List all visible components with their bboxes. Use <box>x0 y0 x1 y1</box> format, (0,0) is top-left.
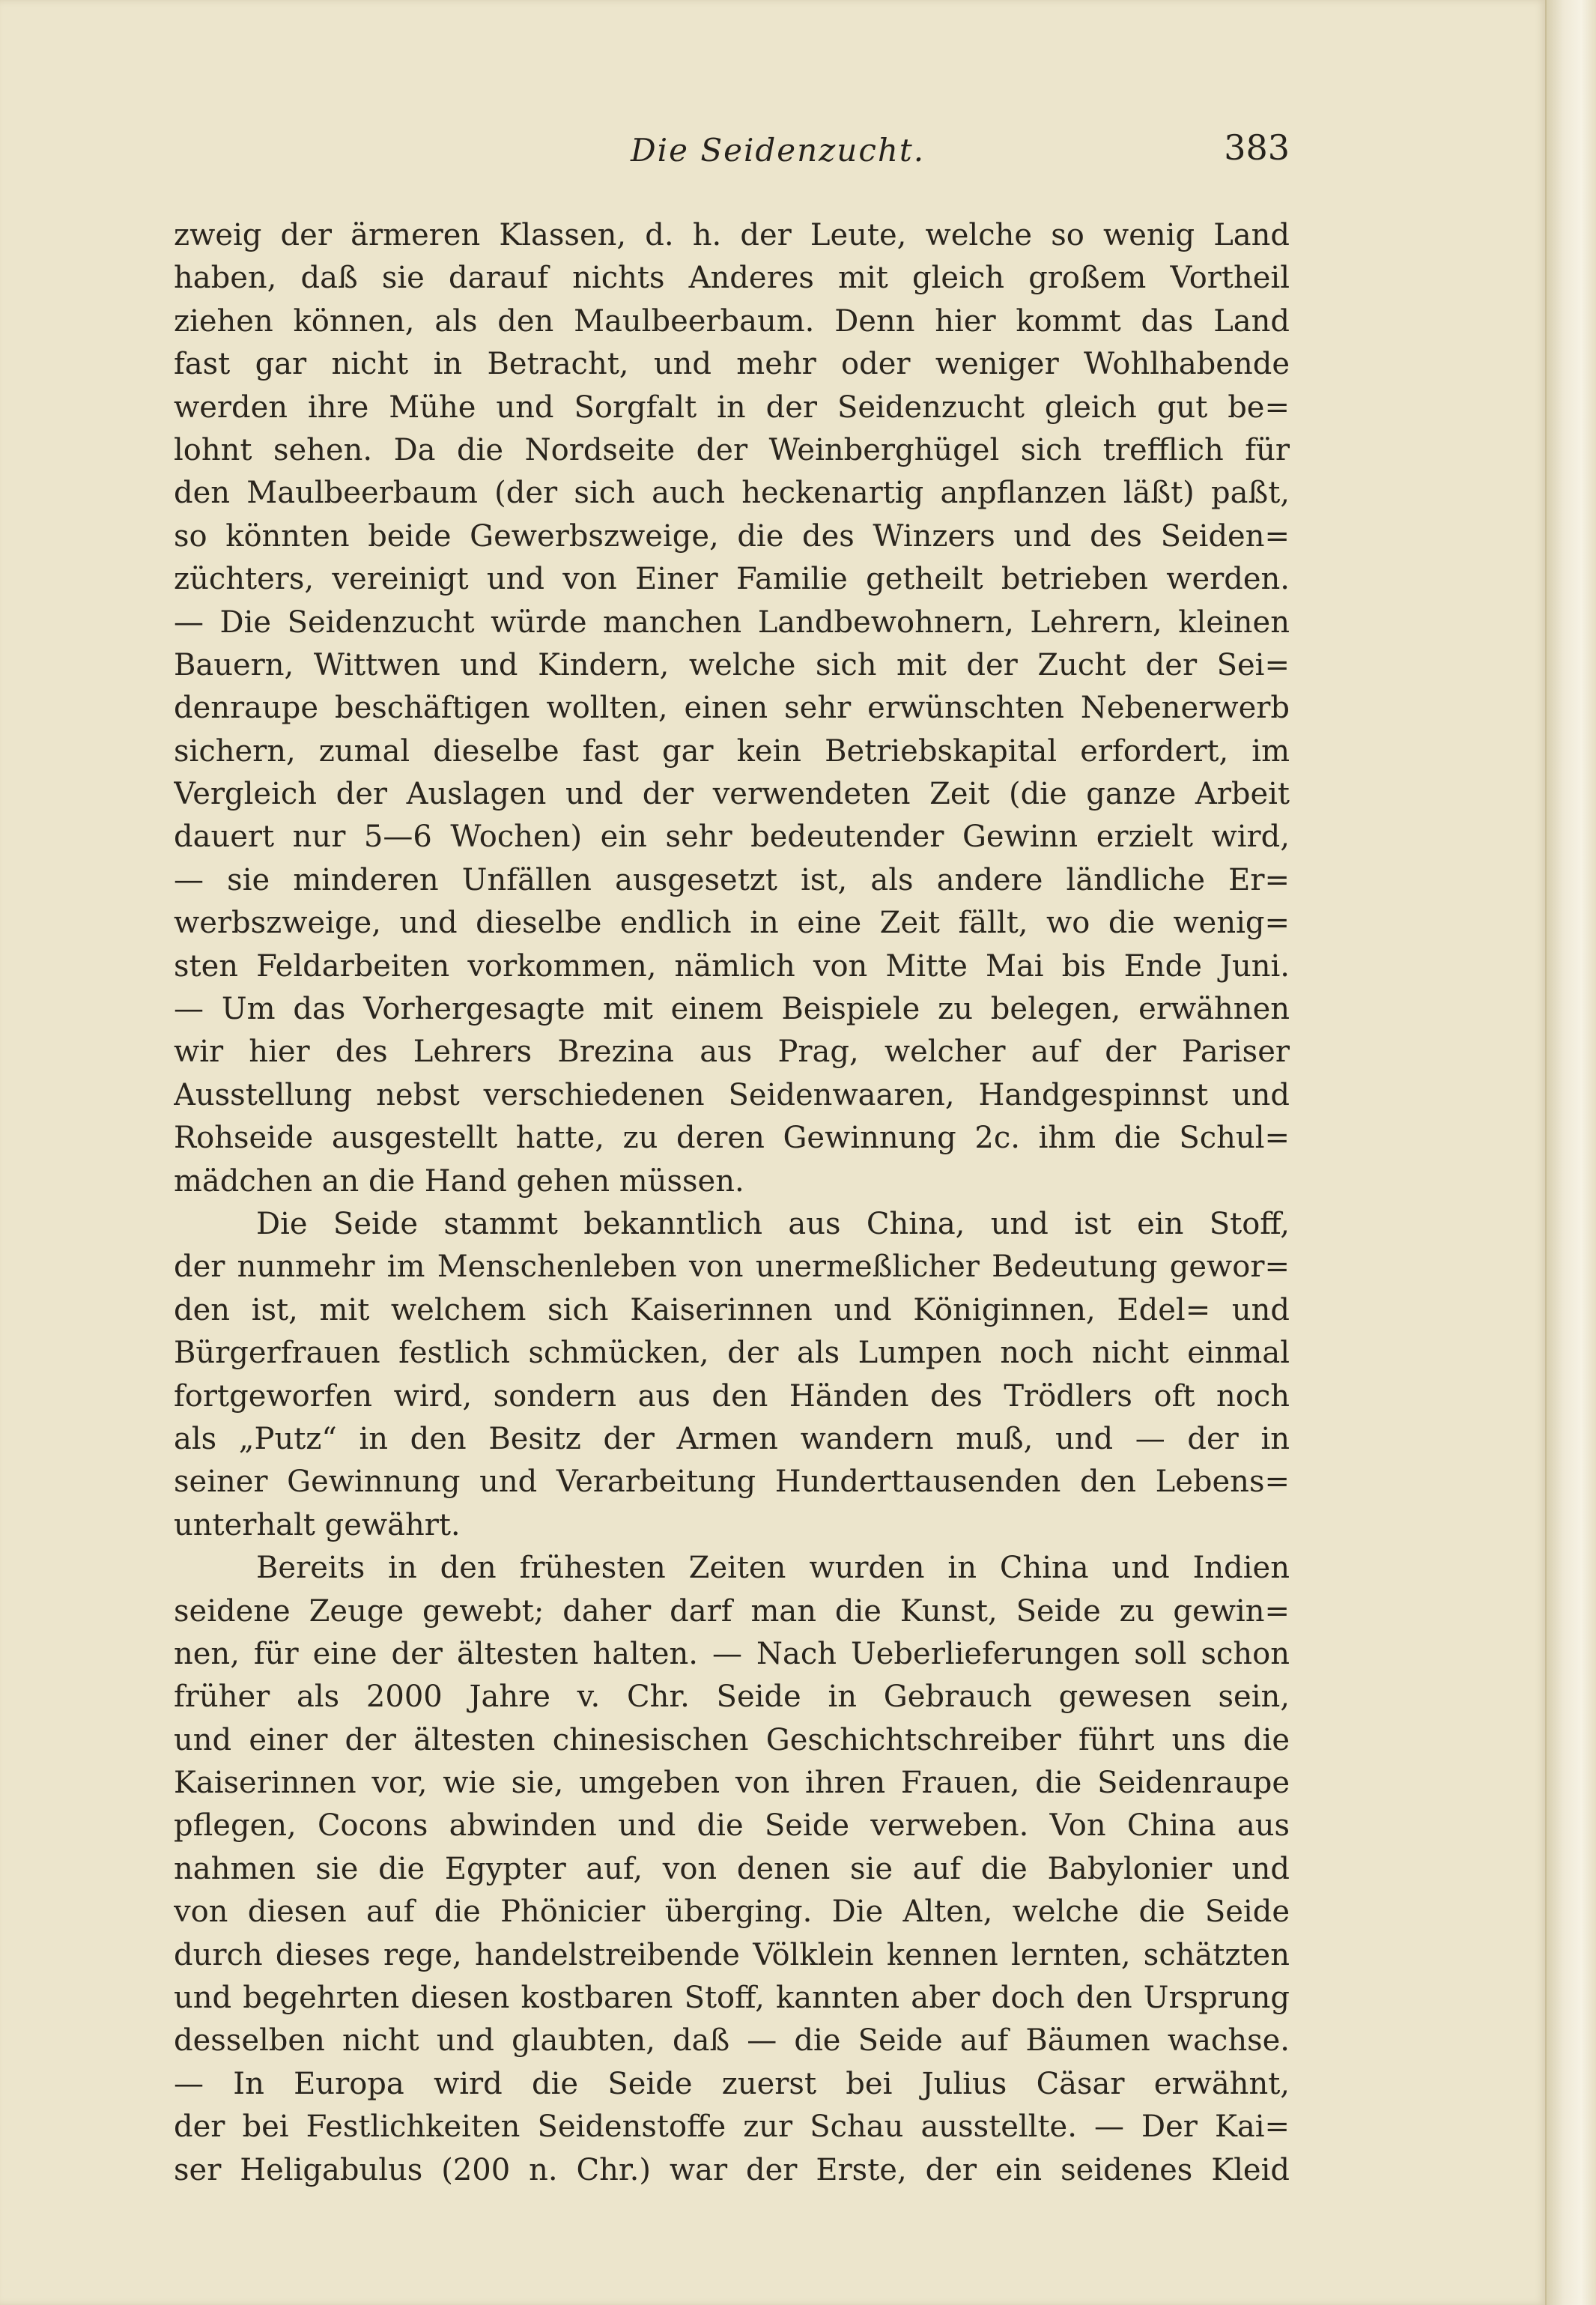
text-line: den Maulbeerbaum (der sich auch heckenartig anpflanzen läßt) paßt, <box>174 476 1290 511</box>
text-line: lohnt sehen. Da die Nordseite der Weinberghügel sich trefflich für <box>174 432 1290 467</box>
text-line: — Um das Vorhergesagte mit einem Beispiele zu belegen, erwähnen <box>174 992 1290 1027</box>
text-line: denraupe beschäftigen wollten, einen sehr erwünschten Nebenerwerb <box>174 691 1290 726</box>
text-line: seidene Zeuge gewebt; daher darf man die Kunst, Seide zu gewin= <box>174 1593 1290 1629</box>
page-header <box>174 126 1290 178</box>
running-title: Die Seidenzucht. <box>631 132 926 169</box>
page-edge <box>1545 0 1596 2305</box>
text-line: ser Heligabulus (200 n. Chr.) war der Erste, der ein seidenes Kleid <box>174 2152 1290 2187</box>
text-line: Ausstellung nebst verschiedenen Seidenwaaren, Handgespinnst und <box>174 1077 1290 1112</box>
text-line: werbszweige, und dieselbe endlich in eine Zeit fällt, wo die wenig= <box>174 906 1290 941</box>
text-line: Bauern, Wittwen und Kindern, welche sich mit der Zucht der Sei= <box>174 647 1290 682</box>
text-line: ziehen können, als den Maulbeerbaum. Denn hier kommt das Land <box>174 303 1290 339</box>
text-line: wir hier des Lehrers Brezina aus Prag, welcher auf der Pariser <box>174 1035 1290 1070</box>
text-line: züchters, vereinigt und von Einer Familie getheilt betrieben werden. <box>174 562 1290 597</box>
text-line: pflegen, Cocons abwinden und die Seide verweben. Von China aus <box>174 1808 1290 1844</box>
text-line: der nunmehr im Menschenleben von unermeßlicher Bedeutung gewor= <box>174 1250 1290 1285</box>
text-line: sten Feldarbeiten vorkommen, nämlich von Mitte Mai bis Ende Juni. <box>174 948 1290 984</box>
text-line: als „Putz“ in den Besitz der Armen wandern muß, und — der in <box>174 1421 1290 1456</box>
text-line: seiner Gewinnung und Verarbeitung Hunderttausenden den Lebens= <box>174 1465 1290 1500</box>
text-line: der bei Festlichkeiten Seidenstoffe zur Schau ausstellte. — Der Kai= <box>174 2109 1290 2145</box>
text-line: und einer der ältesten chinesischen Geschichtschreiber führt uns die <box>174 1722 1290 1757</box>
body-text <box>174 214 1290 2192</box>
text-line: zweig der ärmeren Klassen, d. h. der Leute, welche so wenig Land <box>174 218 1290 252</box>
text-line: nen, für eine der ältesten halten. — Nach Ueberlieferungen soll schon <box>174 1636 1290 1671</box>
text-line: und begehrten diesen kostbaren Stoff, kannten aber doch den Ursprung <box>174 1981 1290 2016</box>
text-line: den ist, mit welchem sich Kaiserinnen und Königinnen, Edel= und <box>174 1292 1290 1327</box>
text-line: Rohseide ausgestellt hatte, zu deren Gewinnung 2c. ihm die Schul= <box>174 1121 1290 1156</box>
text-line: werden ihre Mühe und Sorgfalt in der Seidenzucht gleich gut be= <box>174 390 1290 425</box>
text-line: Bürgerfrauen festlich schmücken, der als Lumpen noch nicht einmal <box>174 1336 1290 1371</box>
text-line: Kaiserinnen vor, wie sie, umgeben von ihren Frauen, die Seidenraupe <box>174 1766 1290 1801</box>
text-line: unterhalt gewährt. <box>174 1507 461 1542</box>
text-line: fast gar nicht in Betracht, und mehr oder weniger Wohlhabende <box>174 347 1290 382</box>
text-line: sichern, zumal dieselbe fast gar kein Betriebskapital erfordert, im <box>174 733 1290 769</box>
page-number: 383 <box>1224 127 1290 168</box>
paragraph-start-line: Die Seide stammt bekanntlich aus China, und ist ein Stoff, <box>256 1206 1290 1241</box>
text-line: von diesen auf die Phönicier überging. Die Alten, welche die Seide <box>174 1894 1290 1930</box>
text-line: Vergleich der Auslagen und der verwendeten Zeit (die ganze Arbeit <box>174 777 1290 812</box>
text-line: — Die Seidenzucht würde manchen Landbewohnern, Lehrern, kleinen <box>174 605 1290 640</box>
text-line: so könnten beide Gewerbszweige, die des Winzers und des Seiden= <box>174 518 1290 554</box>
text-line: — sie minderen Unfällen ausgesetzt ist, als andere ländliche Er= <box>174 862 1290 897</box>
text-line: haben, daß sie darauf nichts Anderes mit gleich großem Vortheil <box>174 261 1290 296</box>
text-line: mädchen an die Hand gehen müssen. <box>174 1163 744 1199</box>
text-line: — In Europa wird die Seide zuerst bei Julius Cäsar erwähnt, <box>174 2066 1290 2101</box>
text-line: nahmen sie die Egypter auf, von denen sie auf die Babylonier und <box>174 1851 1290 1886</box>
paragraph-start-line: Bereits in den frühesten Zeiten wurden in China und Indien <box>256 1551 1290 1586</box>
text-line: fortgeworfen wird, sondern aus den Händen des Trödlers oft noch <box>174 1378 1290 1414</box>
text-line: früher als 2000 Jahre v. Chr. Seide in Gebrauch gewesen sein, <box>174 1679 1290 1715</box>
text-line: durch dieses rege, handelstreibende Völklein kennen lernten, schätzten <box>174 1937 1290 1972</box>
text-line: dauert nur 5—6 Wochen) ein sehr bedeutender Gewinn erzielt wird, <box>174 820 1290 855</box>
text-line: desselben nicht und glaubten, daß — die Seide auf Bäumen wachse. <box>174 2023 1290 2059</box>
